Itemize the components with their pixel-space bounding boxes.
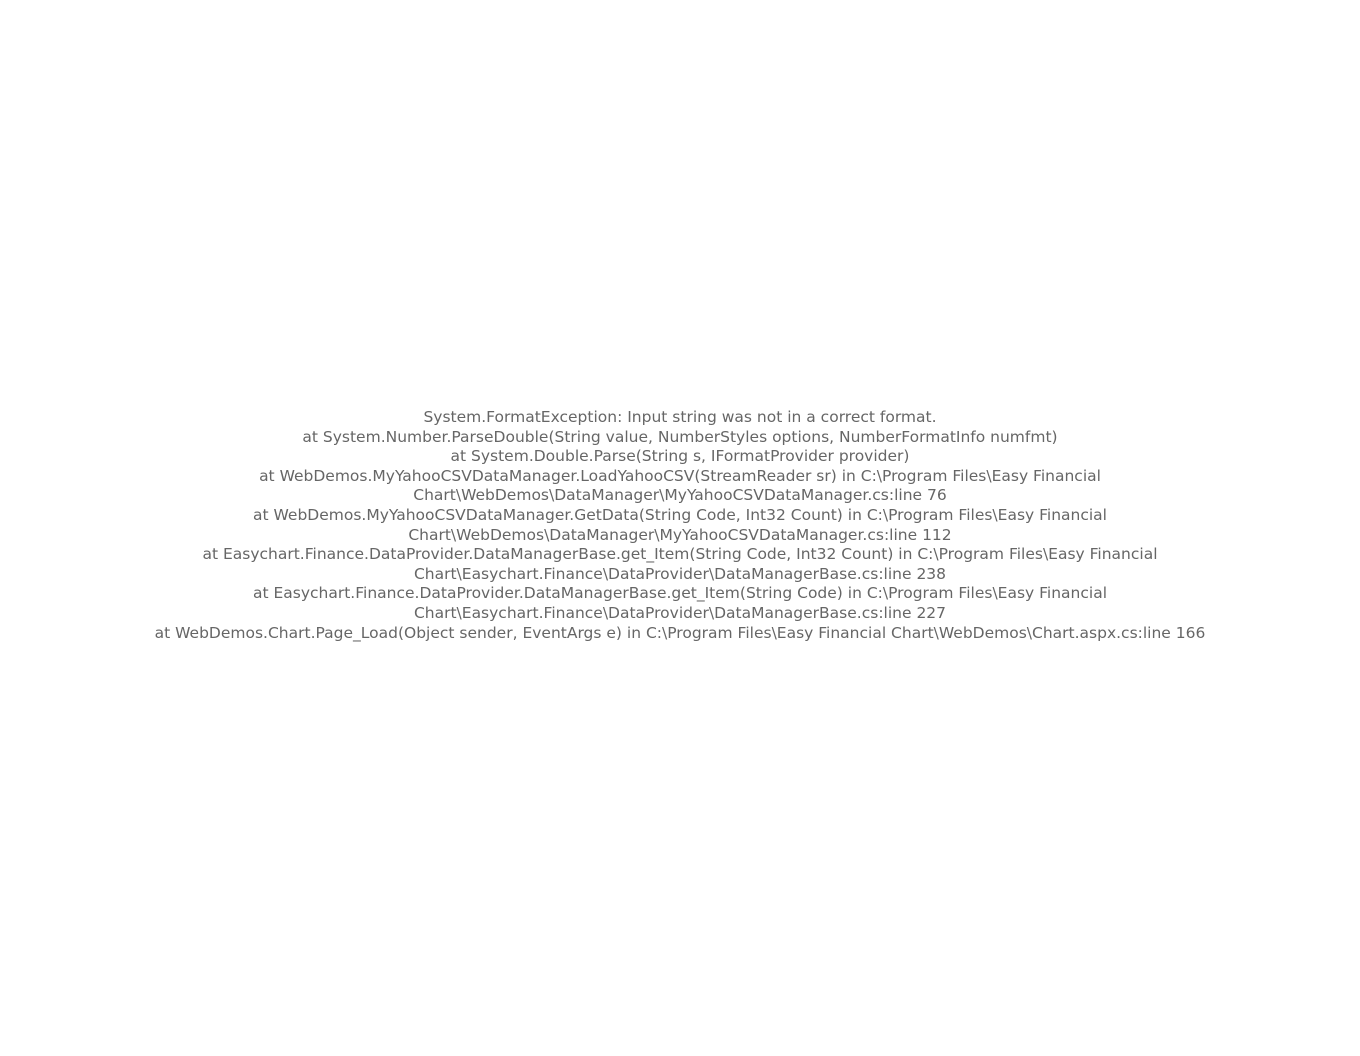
stack-frame: at System.Double.Parse(String s, IFormatProvider provider) bbox=[450, 447, 910, 466]
exception-header: System.FormatException: Input string was not in a correct format. bbox=[423, 408, 937, 426]
stack-frame: at Easychart.Finance.DataProvider.DataManagerBase.get_Item(String Code, Int32 Count) in C:\Program Files\Easy Financial Chart\Easychart.Finance\DataProvider\DataManagerBase.cs:line 238 bbox=[202, 545, 1158, 583]
stack-frame: at WebDemos.Chart.Page_Load(Object sender, EventArgs e) in C:\Program Files\Easy Financial Chart\WebDemos\Chart.aspx.cs:line 166 bbox=[154, 623, 1206, 642]
stack-frame: at Easychart.Finance.DataProvider.DataManagerBase.get_Item(String Code) in C:\Program Files\Easy Financial Chart\Easychart.Finance\DataProvider\DataManagerBase.cs:line 227 bbox=[252, 584, 1108, 622]
exception-message-block bbox=[0, 408, 1360, 643]
stack-frame: at System.Number.ParseDouble(String value, NumberStyles options, NumberFormatInfo numfmt) bbox=[302, 427, 1058, 446]
stack-frame: at WebDemos.MyYahooCSVDataManager.LoadYahooCSV(StreamReader sr) in C:\Program Files\Easy Financial Chart\WebDemos\DataManager\MyYahooCSVDataManager.cs:line 76 bbox=[259, 466, 1101, 505]
stack-frame: at WebDemos.MyYahooCSVDataManager.GetData(String Code, Int32 Count) in C:\Program Files\Easy Financial Chart\WebDemos\DataManager\MyYahooCSVDataManager.cs:line 112 bbox=[253, 505, 1107, 544]
